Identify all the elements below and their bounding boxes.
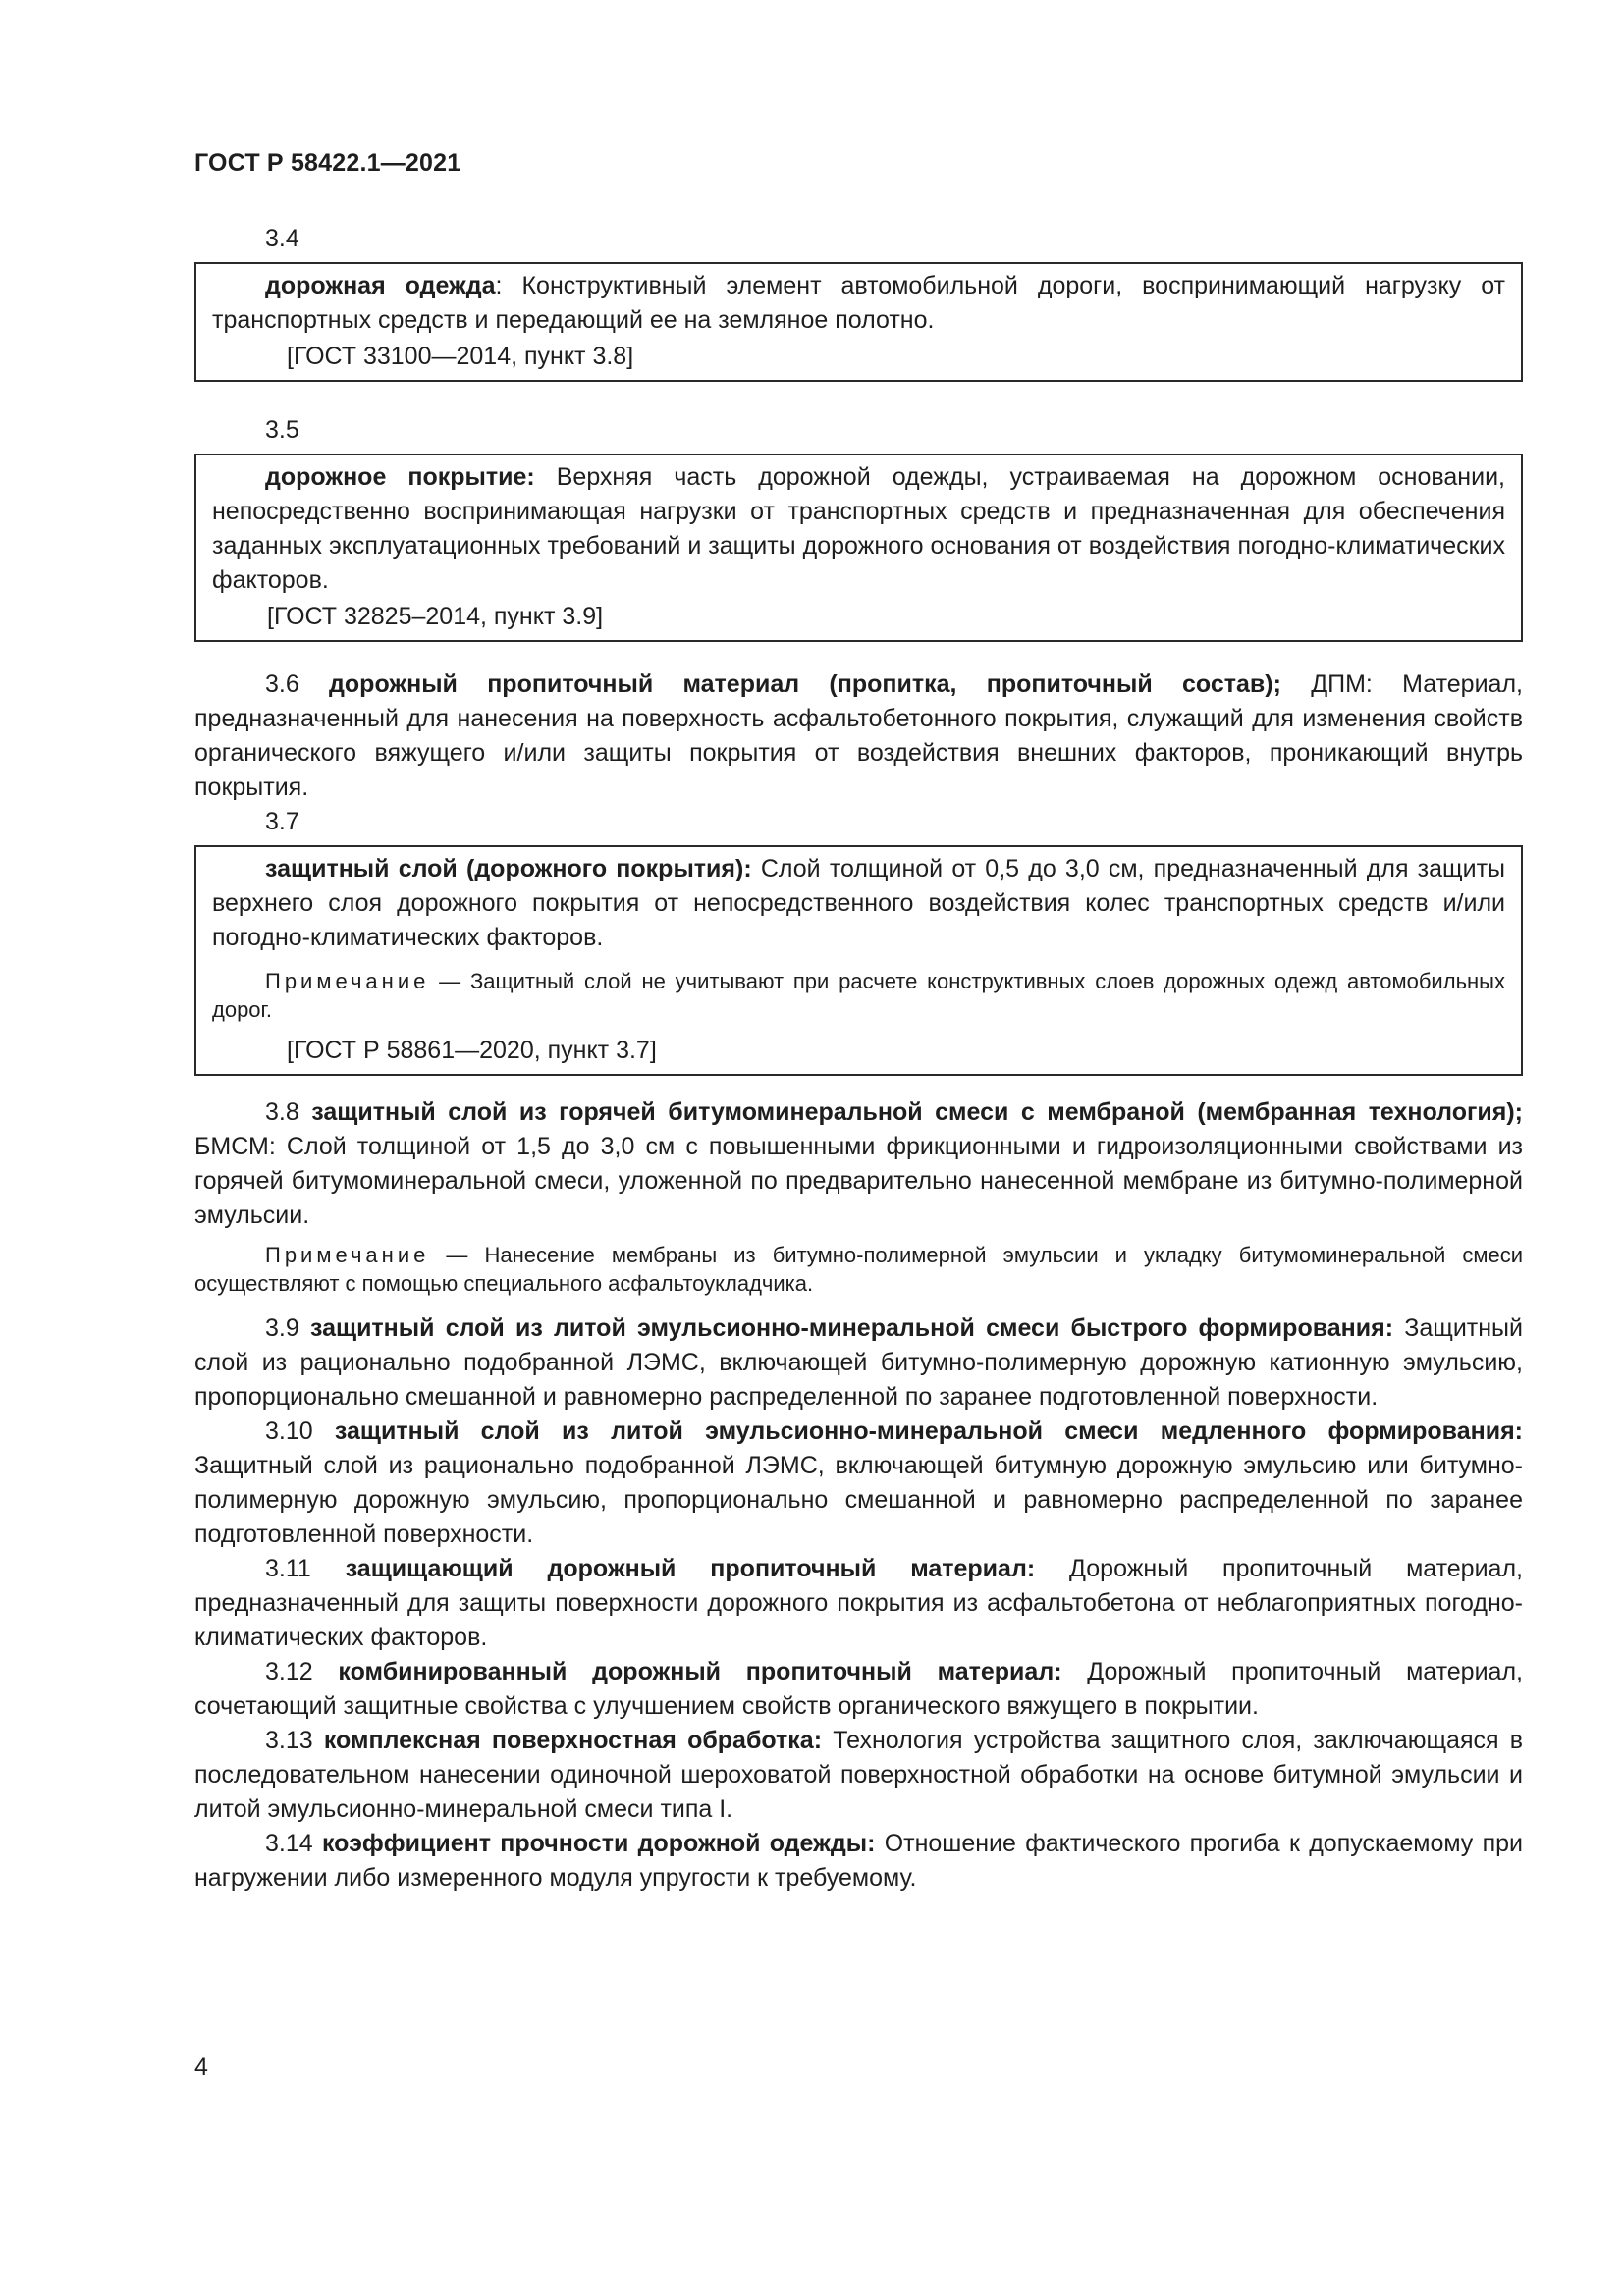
term-name: защитный слой (дорожного покрытия): <box>265 855 752 882</box>
definition-text: Защитный слой из рационально подобранной ЛЭМС, включающей битумную дорожную эмульсию или битумно-полимерную дорожную эмульсию, пропорционально смешанной и равномерно распределенной по заранее подготовленной поверхности. <box>194 1452 1523 1548</box>
term-name: дорожная одежда <box>265 272 496 299</box>
term-3-6: 3.6 дорожный пропиточный материал (пропитка, пропиточный состав); ДПМ: Материал, предназначенный для нанесения на поверхность асфальтобетонного покрытия, служащий для изменения свойств органического вяжущего и/или защиты покрытия от воздействия внешних факторов, проникающий внутрь покрытия. <box>194 670 1523 801</box>
term-name: дорожный пропиточный материал (пропитка, пропиточный состав); <box>329 670 1281 698</box>
term-name: комплексная поверхностная обработка: <box>323 1727 823 1754</box>
definition-text: Слой толщиной от 0,5 до 3,0 см, предназначенный для защиты верхнего слоя дорожного покрытия от непосредственного воздействия колес транспортных средств и/или погодно-климатических факторов. <box>212 855 1505 951</box>
term-name: дорожное покрытие: <box>265 463 535 491</box>
definition-text: Дорожный пропиточный материал, предназначенный для защиты поверхности дорожного покрытия из асфальтобетона от неблагоприятных погодно-климатических факторов. <box>194 1555 1523 1651</box>
note-label: Примечание <box>265 969 430 993</box>
term-source: [ГОСТ 33100—2014, пункт 3.8] <box>287 343 634 370</box>
document-body <box>194 222 1523 1896</box>
definition-text: Технология устройства защитного слоя, заключающаяся в последовательном нанесении одиночной шероховатой поверхностной обработки на основе битумной эмульсии и литой эмульсионно-минеральной смеси типа I. <box>194 1727 1524 1823</box>
term-number: 3.7 <box>265 808 299 835</box>
term-note: Примечание — Нанесение мембраны из битумно-полимерной эмульсии и укладку битумоминеральной смеси осуществляют с помощью специального асфальтоукладчика. <box>194 1243 1523 1296</box>
document-header: ГОСТ Р 58422.1—2021 <box>194 149 461 177</box>
definition-text: Защитный слой из рационально подобранной ЛЭМС, включающей битумно-полимерную дорожную катионную эмульсию, пропорционально смешанной и равномерно распределенной по заранее подготовленной поверхности. <box>194 1314 1523 1411</box>
term-definition: дорожная одежда: Конструктивный элемент автомобильной дороги, воспринимающий нагрузку от транспортных средств и передающий ее на земляное полотно. <box>212 272 1505 334</box>
definition-text: Конструктивный элемент автомобильной дороги, воспринимающий нагрузку от транспортных средств и передающий ее на земляное полотно. <box>212 272 1505 334</box>
definition-text: Отношение фактического прогиба к допускаемому при нагружении либо измеренного модуля упругости к требуемому. <box>194 1830 1524 1892</box>
term-number: 3.4 <box>265 225 299 252</box>
term-name: защищающий дорожный пропиточный материал: <box>345 1555 1036 1582</box>
term-box-3-4 <box>194 262 1523 382</box>
term-3-12: 3.12 комбинированный дорожный пропиточный материал: Дорожный пропиточный материал, сочетающий защитные свойства с улучшением свойств органического вяжущего в покрытии. <box>194 1658 1523 1720</box>
term-note: Примечание — Защитный слой не учитывают при расчете конструктивных слоев дорожных одежд автомобильных дорог. <box>212 969 1505 1022</box>
definition-text: Верхняя часть дорожной одежды, устраиваемая на дорожном основании, непосредственно воспринимающая нагрузки от транспортных средств и предназначенная для обеспечения заданных эксплуатационных требований и защиты дорожного основания от воздействия погодно-климатических факторов. <box>212 463 1505 594</box>
term-3-10: 3.10 защитный слой из литой эмульсионно-минеральной смеси медленного формирования: Защитный слой из рационально подобранной ЛЭМС, включающей битумную дорожную эмульсию или битумно-полимерную дорожную эмульсию, пропорционально смешанной и равномерно распределенной по заранее подготовленной поверхности. <box>194 1417 1523 1548</box>
term-source: [ГОСТ 32825–2014, пункт 3.9] <box>267 603 604 630</box>
term-3-9: 3.9 защитный слой из литой эмульсионно-минеральной смеси быстрого формирования: Защитный слой из рационально подобранной ЛЭМС, включающей битумно-полимерную дорожную катионную эмульсию, пропорционально смешанной и равномерно распределенной по заранее подготовленной поверхности. <box>194 1314 1523 1411</box>
term-source: [ГОСТ Р 58861—2020, пункт 3.7] <box>287 1037 657 1064</box>
term-box-3-5 <box>194 454 1523 642</box>
term-number: 3.5 <box>265 416 299 444</box>
term-name: коэффициент прочности дорожной одежды: <box>321 1830 876 1857</box>
definition-text: БМСМ: Слой толщиной от 1,5 до 3,0 см с повышенными фрикционными и гидроизоляционными свойствами из горячей битумоминеральной смеси, уложенной по предварительно нанесенной мембране из битумно-полимерной эмульсии. <box>194 1133 1523 1229</box>
note-label: Примечание <box>265 1243 430 1267</box>
page-number: 4 <box>194 2054 208 2081</box>
term-3-14: 3.14 коэффициент прочности дорожной одежды: Отношение фактического прогиба к допускаемому при нагружении либо измеренного модуля упругости к требуемому. <box>194 1830 1524 1892</box>
definition-text: ДПМ: Материал, предназначенный для нанесения на поверхность асфальтобетонного покрытия, служащий для изменения свойств органического вяжущего и/или защиты покрытия от воздействия внешних факторов, проникающий внутрь покрытия. <box>194 670 1523 801</box>
term-3-13: 3.13 комплексная поверхностная обработка: Технология устройства защитного слоя, заключающаяся в последовательном нанесении одиночной шероховатой поверхностной обработки на основе битумной эмульсии и литой эмульсионно-минеральной смеси типа I. <box>194 1727 1524 1823</box>
term-name: защитный слой из литой эмульсионно-минеральной смеси быстрого формирования: <box>309 1314 1394 1342</box>
term-3-11: 3.11 защищающий дорожный пропиточный материал: Дорожный пропиточный материал, предназначенный для защиты поверхности дорожного покрытия из асфальтобетона от неблагоприятных погодно-климатических факторов. <box>194 1555 1523 1651</box>
term-3-8: 3.8 защитный слой из горячей битумоминеральной смеси с мембраной (мембранная технология); БМСМ: Слой толщиной от 1,5 до 3,0 см с повышенными фрикционными и гидроизоляционными свойствами из горячей битумоминеральной смеси, уложенной по предварительно нанесенной мембране из битумно-полимерной эмульсии. <box>194 1098 1524 1229</box>
definition-text: Дорожный пропиточный материал, сочетающий защитные свойства с улучшением свойств органического вяжущего в покрытии. <box>194 1658 1523 1720</box>
term-definition <box>212 460 1505 598</box>
term-name: комбинированный дорожный пропиточный материал: <box>338 1658 1062 1685</box>
term-name: защитный слой из литой эмульсионно-минеральной смеси медленного формирования: <box>334 1417 1523 1445</box>
term-box-3-7 <box>194 845 1523 1076</box>
term-definition <box>212 852 1505 955</box>
term-name: защитный слой из горячей битумоминеральной смеси с мембраной (мембранная технология); <box>311 1098 1524 1126</box>
